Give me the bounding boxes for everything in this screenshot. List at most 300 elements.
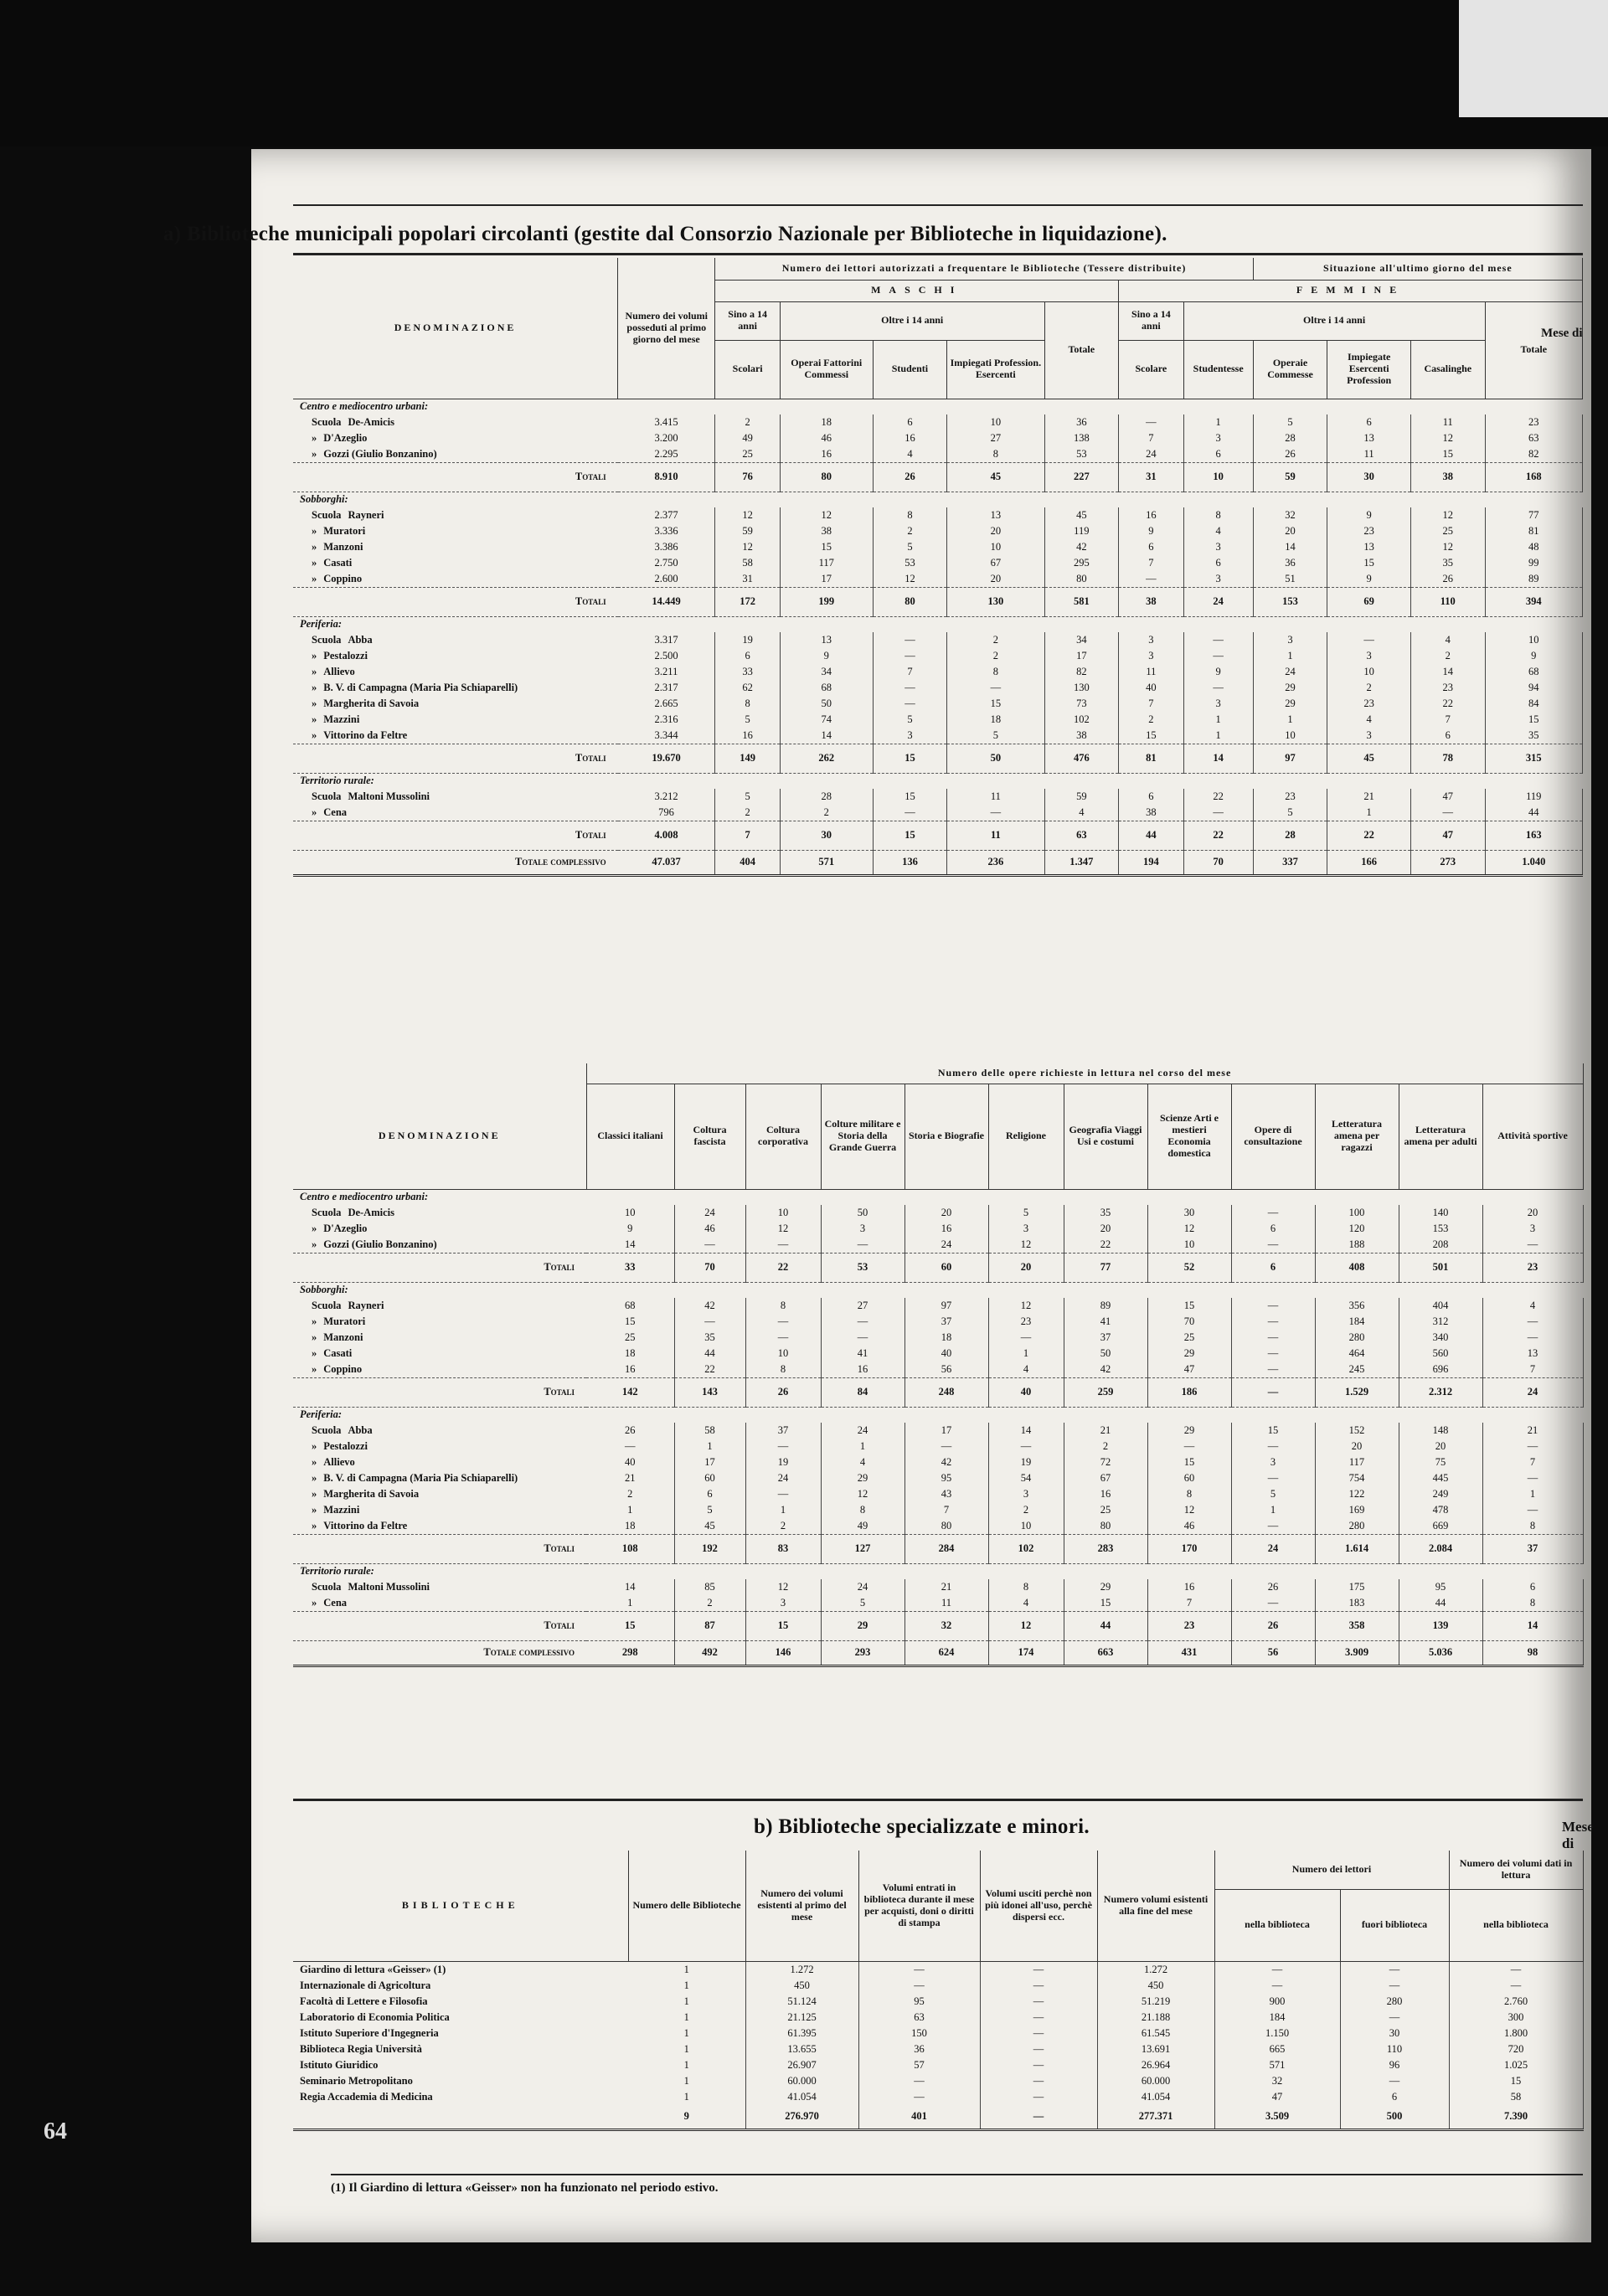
table-cell: 14: [1253, 539, 1327, 555]
total-cell: 500: [1340, 2105, 1449, 2130]
row-prefix: »: [312, 1455, 317, 1468]
table-cell: —: [1340, 1978, 1449, 1994]
table-cell: —: [1183, 632, 1253, 648]
subtotal-cell: 24: [1183, 587, 1253, 616]
table-row: [293, 2010, 1583, 2026]
table-cell: 8: [1482, 1595, 1583, 1612]
col-scolare: Scolare: [1119, 340, 1184, 399]
b-lettori-header: Numero dei lettori: [1214, 1851, 1449, 1889]
table-cell: 60.000: [745, 2073, 858, 2089]
group-label: Territorio rurale:: [300, 1565, 374, 1577]
table-cell: 27: [947, 430, 1044, 446]
table-cell: 15: [1231, 1423, 1315, 1439]
library-name: Internazionale di Agricoltura: [300, 1979, 431, 1991]
table-cell: 2: [873, 523, 947, 539]
table-cell: —: [821, 1314, 904, 1330]
table-cell: 49: [715, 430, 781, 446]
table-cell: 20: [904, 1205, 988, 1221]
total-cell: 7.390: [1449, 2105, 1583, 2130]
subtotal-cell: 12: [988, 1611, 1064, 1640]
subtotal-cell: 2.312: [1399, 1377, 1482, 1407]
b-volumi-dati-header: Numero dei volumi dati in lettura: [1449, 1851, 1583, 1889]
b-col-lettori-nella: nella biblioteca: [1214, 1889, 1340, 1961]
table-cell: —: [745, 1237, 821, 1254]
footnote-rule: [331, 2174, 1583, 2175]
table-cell: 8: [745, 1362, 821, 1378]
subtotal-cell: 15: [586, 1611, 674, 1640]
table-cell: 11: [1119, 664, 1184, 680]
table-cell: 2.665: [618, 696, 715, 712]
table-cell: 84: [1485, 696, 1582, 712]
row-name: Abba: [348, 1423, 373, 1436]
table-cell: 6: [1183, 555, 1253, 571]
subtotal-cell: 192: [674, 1534, 745, 1563]
table-cell: 10: [745, 1205, 821, 1221]
table-cell: 10: [586, 1205, 674, 1221]
table-cell: 13: [780, 632, 873, 648]
table-cell: 3: [1253, 632, 1327, 648]
row-name: B. V. di Campagna (Maria Pia Schiaparelli): [323, 1471, 518, 1484]
grand-total-cell: 98: [1482, 1640, 1583, 1665]
table-cell: 6: [674, 1486, 745, 1502]
subtotal-row: [293, 1534, 1583, 1563]
table-row: [293, 1978, 1583, 1994]
table-cell: 18: [586, 1346, 674, 1362]
row-prefix: »: [312, 1346, 317, 1359]
corner-note: Mese di: [1541, 327, 1583, 340]
table-cell: 184: [1214, 2010, 1340, 2026]
subtotal-cell: 32: [904, 1611, 988, 1640]
subtotal-cell: 24: [1231, 1534, 1315, 1563]
table-cell: 37: [904, 1314, 988, 1330]
row-name: Vittorino da Feltre: [323, 1519, 408, 1532]
top-rule: [293, 204, 1583, 206]
row-label: [293, 507, 618, 523]
table-cell: 25: [715, 446, 781, 463]
table-cell: 48: [1485, 539, 1582, 555]
subtotal-cell: 172: [715, 587, 781, 616]
grand-total-cell: 146: [745, 1640, 821, 1665]
grand-total-cell: 1.040: [1485, 850, 1582, 875]
row-name: Pestalozzi: [323, 649, 368, 662]
table-cell: 24: [904, 1237, 988, 1254]
table-cell: 23: [988, 1314, 1064, 1330]
table-cell: 13: [1327, 430, 1411, 446]
table-cell: 5: [1253, 805, 1327, 821]
table-cell: 15: [1449, 2073, 1583, 2089]
subtotal-cell: 170: [1147, 1534, 1231, 1563]
table-cell: 119: [1485, 789, 1582, 805]
table-cell: 44: [674, 1346, 745, 1362]
table-row: [293, 523, 1583, 539]
subtotal-label: Totali: [293, 744, 618, 773]
table-cell: —: [1183, 680, 1253, 696]
works-column-header: Colture militare e Storia della Grande Guerra: [821, 1084, 904, 1189]
group-header-row: [293, 1407, 1583, 1423]
table-cell: —: [1231, 1470, 1315, 1486]
total-cell: 401: [858, 2105, 980, 2130]
table-cell: —: [1482, 1470, 1583, 1486]
subtotal-cell: 163: [1485, 821, 1582, 850]
subtotal-cell: 24: [1482, 1377, 1583, 1407]
table-cell: —: [1231, 1314, 1315, 1330]
table-cell: 152: [1315, 1423, 1399, 1439]
subtotal-cell: 1.614: [1315, 1534, 1399, 1563]
subtotal-cell: 45: [1327, 744, 1411, 773]
row-prefix: »: [312, 665, 317, 677]
row-prefix: »: [312, 728, 317, 741]
table-cell: 1: [628, 1978, 745, 1994]
table-cell: 63: [858, 2010, 980, 2026]
subtotal-cell: 10: [1183, 462, 1253, 492]
table-cell: 28: [1253, 430, 1327, 446]
table-cell: 80: [1044, 571, 1119, 588]
table-cell: —: [1410, 805, 1485, 821]
table-cell: 21.188: [1097, 2010, 1214, 2026]
table-cell: 16: [1119, 507, 1184, 523]
subtotal-cell: 315: [1485, 744, 1582, 773]
table-cell: 9: [780, 648, 873, 664]
table-cell: 183: [1315, 1595, 1399, 1612]
table-cell: 5: [873, 712, 947, 728]
subtotal-cell: 80: [780, 462, 873, 492]
table-cell: 5: [821, 1595, 904, 1612]
table-cell: 3.386: [618, 539, 715, 555]
table-cell: 404: [1399, 1298, 1482, 1314]
col-operaie: Operaie Commesse: [1253, 340, 1327, 399]
table-cell: 13: [1482, 1346, 1583, 1362]
table-cell: 18: [780, 414, 873, 430]
table-row: [293, 555, 1583, 571]
table-cell: 11: [1327, 446, 1411, 463]
group-header-row: [293, 1563, 1583, 1579]
row-label: [293, 648, 618, 664]
table-cell: —: [586, 1439, 674, 1454]
row-name: Gozzi (Giulio Bonzanino): [323, 1238, 437, 1250]
table-cell: 37: [745, 1423, 821, 1439]
table-cell: 31: [715, 571, 781, 588]
table-row: [293, 789, 1583, 805]
table-cell: 16: [780, 446, 873, 463]
table-cell: 1: [674, 1439, 745, 1454]
table-cell: 12: [1410, 507, 1485, 523]
row-name: D'Azeglio: [323, 1222, 368, 1234]
table-cell: 18: [904, 1330, 988, 1346]
table-row: [293, 1362, 1583, 1378]
table-cell: 2.750: [618, 555, 715, 571]
table-cell: —: [980, 2089, 1097, 2105]
table-cell: 25: [586, 1330, 674, 1346]
row-name: De-Amicis: [348, 1206, 394, 1218]
table-cell: —: [980, 1978, 1097, 1994]
table-cell: 22: [1410, 696, 1485, 712]
subtotal-cell: 77: [1064, 1253, 1147, 1282]
table-cell: 7: [873, 664, 947, 680]
table-cell: 60: [1147, 1470, 1231, 1486]
table-cell: 669: [1399, 1518, 1482, 1535]
row-label: [293, 1314, 586, 1330]
row-name: Allievo: [323, 665, 355, 677]
table-cell: 2: [947, 648, 1044, 664]
grand-total-cell: 663: [1064, 1640, 1147, 1665]
section-b-total-row: [293, 2105, 1583, 2130]
table-cell: 11: [904, 1595, 988, 1612]
table-cell: 95: [1399, 1579, 1482, 1595]
table-cell: 57: [858, 2057, 980, 2073]
table-cell: 2.600: [618, 571, 715, 588]
subtotal-cell: 15: [873, 744, 947, 773]
subtotal-label: Totali: [293, 1253, 586, 1282]
table-cell: 40: [904, 1346, 988, 1362]
table-cell: 1: [628, 1961, 745, 1978]
grand-total-cell: 47.037: [618, 850, 715, 875]
subtotal-cell: 142: [586, 1377, 674, 1407]
subtotal-cell: 199: [780, 587, 873, 616]
table-cell: 14: [988, 1423, 1064, 1439]
group-label: Sobborghi:: [300, 493, 348, 505]
table-cell: 8: [873, 507, 947, 523]
table-cell: 12: [988, 1298, 1064, 1314]
table-cell: 30: [1340, 2026, 1449, 2041]
subtotal-cell: 30: [780, 821, 873, 850]
group-label: Territorio rurale:: [300, 775, 374, 786]
table-cell: 15: [947, 696, 1044, 712]
row-name: Rayneri: [348, 1299, 384, 1311]
table-cell: 35: [1485, 728, 1582, 744]
subtotal-row: [293, 821, 1583, 850]
table-cell: —: [1482, 1314, 1583, 1330]
table-cell: 20: [1315, 1439, 1399, 1454]
table-row: [293, 446, 1583, 463]
subtotal-cell: 8.910: [618, 462, 715, 492]
table-cell: 85: [674, 1579, 745, 1595]
grand-total-label: Totale complessivo: [293, 1640, 586, 1665]
library-name: Seminario Metropolitano: [300, 2074, 413, 2087]
table-cell: 19: [745, 1454, 821, 1470]
maschi-totale-header: Totale: [1044, 301, 1119, 399]
row-prefix: Scuola: [312, 633, 342, 646]
subtotal-cell: 1.529: [1315, 1377, 1399, 1407]
table-cell: 62: [715, 680, 781, 696]
table-row: [293, 1237, 1583, 1254]
table-cell: 6: [1119, 789, 1184, 805]
row-prefix: »: [312, 447, 317, 460]
table-cell: 2.760: [1449, 1994, 1583, 2010]
table-cell: 3: [1482, 1221, 1583, 1237]
table-cell: 208: [1399, 1237, 1482, 1254]
group-label: Periferia:: [300, 1408, 342, 1420]
row-label: [293, 523, 618, 539]
table-cell: 11: [1410, 414, 1485, 430]
table-cell: 94: [1485, 680, 1582, 696]
table-cell: 35: [1064, 1205, 1147, 1221]
col-casalinghe: Casalinghe: [1410, 340, 1485, 399]
table-row: [293, 1298, 1583, 1314]
table-cell: 6: [1183, 446, 1253, 463]
table-cell: 61.395: [745, 2026, 858, 2041]
table-cell: 1: [1482, 1486, 1583, 1502]
table-cell: 50: [821, 1205, 904, 1221]
table-cell: 5: [715, 789, 781, 805]
subtotal-label: Totali: [293, 1377, 586, 1407]
table-cell: 5: [674, 1502, 745, 1518]
table-cell: 58: [674, 1423, 745, 1439]
table-cell: 2: [780, 805, 873, 821]
table-cell: 1: [1253, 712, 1327, 728]
table-cell: 7: [1410, 712, 1485, 728]
grand-total-cell: 293: [821, 1640, 904, 1665]
table-cell: 21: [1482, 1423, 1583, 1439]
table-row: [293, 1314, 1583, 1330]
table-row: [293, 1518, 1583, 1535]
subtotal-cell: 31: [1119, 462, 1184, 492]
table-cell: 140: [1399, 1205, 1482, 1221]
library-name: Regia Accademia di Medicina: [300, 2090, 433, 2103]
table-cell: 29: [1253, 680, 1327, 696]
table-cell: 450: [745, 1978, 858, 1994]
table-cell: 20: [1064, 1221, 1147, 1237]
row-label: [293, 1221, 586, 1237]
grand-total-cell: 236: [947, 850, 1044, 875]
row-name: D'Azeglio: [323, 431, 368, 444]
table-cell: 7: [1119, 555, 1184, 571]
row-label: [293, 1298, 586, 1314]
table-cell: 29: [1253, 696, 1327, 712]
table-cell: 41.054: [745, 2089, 858, 2105]
row-name: Manzoni: [323, 540, 363, 553]
table-cell: 754: [1315, 1470, 1399, 1486]
row-label: [293, 1595, 586, 1612]
subtotal-cell: 394: [1485, 587, 1582, 616]
table-cell: 3: [821, 1221, 904, 1237]
table-cell: 10: [947, 414, 1044, 430]
table-cell: 8: [715, 696, 781, 712]
row-name: Gozzi (Giulio Bonzanino): [323, 447, 437, 460]
row-prefix: »: [312, 649, 317, 662]
table-cell: 20: [1253, 523, 1327, 539]
table-cell: —: [873, 805, 947, 821]
row-label: [293, 664, 618, 680]
works-column-header: Attività sportive: [1482, 1084, 1583, 1189]
table-cell: 14: [586, 1579, 674, 1595]
table-cell: 696: [1399, 1362, 1482, 1378]
table-cell: 245: [1315, 1362, 1399, 1378]
table-row: [293, 2026, 1583, 2041]
table-cell: 10: [1327, 664, 1411, 680]
row-label: [293, 632, 618, 648]
table-cell: 3: [1183, 696, 1253, 712]
table-cell: —: [1231, 1439, 1315, 1454]
subtotal-cell: 102: [988, 1534, 1064, 1563]
table-row: [293, 805, 1583, 821]
total-label-blank: [293, 2105, 628, 2130]
grand-total-cell: 70: [1183, 850, 1253, 875]
table-cell: 60.000: [1097, 2073, 1214, 2089]
table-cell: 17: [780, 571, 873, 588]
subtotal-cell: 110: [1410, 587, 1485, 616]
table-cell: 51.219: [1097, 1994, 1214, 2010]
works-table: [293, 1063, 1584, 1667]
table-cell: 117: [780, 555, 873, 571]
table-cell: 1.025: [1449, 2057, 1583, 2073]
library-name: Laboratorio di Economia Politica: [300, 2010, 450, 2023]
row-label: [293, 789, 618, 805]
subtotal-cell: 14: [1183, 744, 1253, 773]
subtotal-cell: 143: [674, 1377, 745, 1407]
table-cell: 340: [1399, 1330, 1482, 1346]
row-name: Margherita di Savoia: [323, 1487, 420, 1500]
maschi-sino14-header: Sino a 14 anni: [715, 301, 781, 340]
b-col-volumi-dati-nella: nella biblioteca: [1449, 1889, 1583, 1961]
row-label: [293, 1237, 586, 1254]
table-cell: —: [745, 1439, 821, 1454]
table-cell: 82: [1485, 446, 1582, 463]
subtotal-cell: 149: [715, 744, 781, 773]
row-prefix: Scuola: [312, 508, 342, 521]
row-prefix: »: [312, 1331, 317, 1343]
subtotal-row: [293, 462, 1583, 492]
table-cell: 72: [1064, 1454, 1147, 1470]
col-impiegate: Impiegate Esercenti Profession: [1327, 340, 1411, 399]
table-cell: 47: [1214, 2089, 1340, 2105]
table-cell: 89: [1485, 571, 1582, 588]
table-cell: 150: [858, 2026, 980, 2041]
table-cell: 2: [1327, 680, 1411, 696]
row-name: Maltoni Mussolini: [348, 1580, 430, 1593]
subtotal-cell: 47: [1410, 821, 1485, 850]
subtotal-cell: —: [1231, 1377, 1315, 1407]
table-cell: 68: [780, 680, 873, 696]
row-label: [293, 712, 618, 728]
works-column-header: Scienze Arti e mestieri Economia domestica: [1147, 1084, 1231, 1189]
table-cell: 77: [1485, 507, 1582, 523]
grand-total-cell: 136: [873, 850, 947, 875]
subtotal-cell: 22: [745, 1253, 821, 1282]
section-b-title: b) Biblioteche specializzate e minori.: [754, 1815, 1090, 1838]
table-row: [293, 2041, 1583, 2057]
lettori-band-header: Numero dei lettori autorizzati a frequentare le Biblioteche (Tessere distribuite): [715, 258, 1253, 280]
table-cell: 6: [1410, 728, 1485, 744]
row-prefix: Scuola: [312, 1423, 342, 1436]
subtotal-cell: 476: [1044, 744, 1119, 773]
table-cell: 17: [674, 1454, 745, 1470]
table-cell: 21: [904, 1579, 988, 1595]
table-row: [293, 696, 1583, 712]
row-prefix: »: [312, 1439, 317, 1452]
row-label: [293, 1502, 586, 1518]
table-cell: 9: [1183, 664, 1253, 680]
grand-total-cell: 166: [1327, 850, 1411, 875]
table-cell: —: [980, 2041, 1097, 2057]
table-cell: 40: [586, 1454, 674, 1470]
table-cell: 25: [1410, 523, 1485, 539]
table-cell: 10: [1147, 1237, 1231, 1254]
subtotal-cell: 59: [1253, 462, 1327, 492]
subtotal-cell: 52: [1147, 1253, 1231, 1282]
table-cell: 138: [1044, 430, 1119, 446]
table-cell: 41.054: [1097, 2089, 1214, 2105]
table-cell: —: [1482, 1330, 1583, 1346]
subtotal-cell: 45: [947, 462, 1044, 492]
table-cell: 1.272: [745, 1961, 858, 1978]
row-name: Manzoni: [323, 1331, 363, 1343]
table-cell: —: [1231, 1330, 1315, 1346]
subtotal-row: [293, 1253, 1583, 1282]
row-prefix: »: [312, 572, 317, 584]
table-cell: 10: [1253, 728, 1327, 744]
table-cell: 82: [1044, 664, 1119, 680]
table-cell: 15: [1410, 446, 1485, 463]
